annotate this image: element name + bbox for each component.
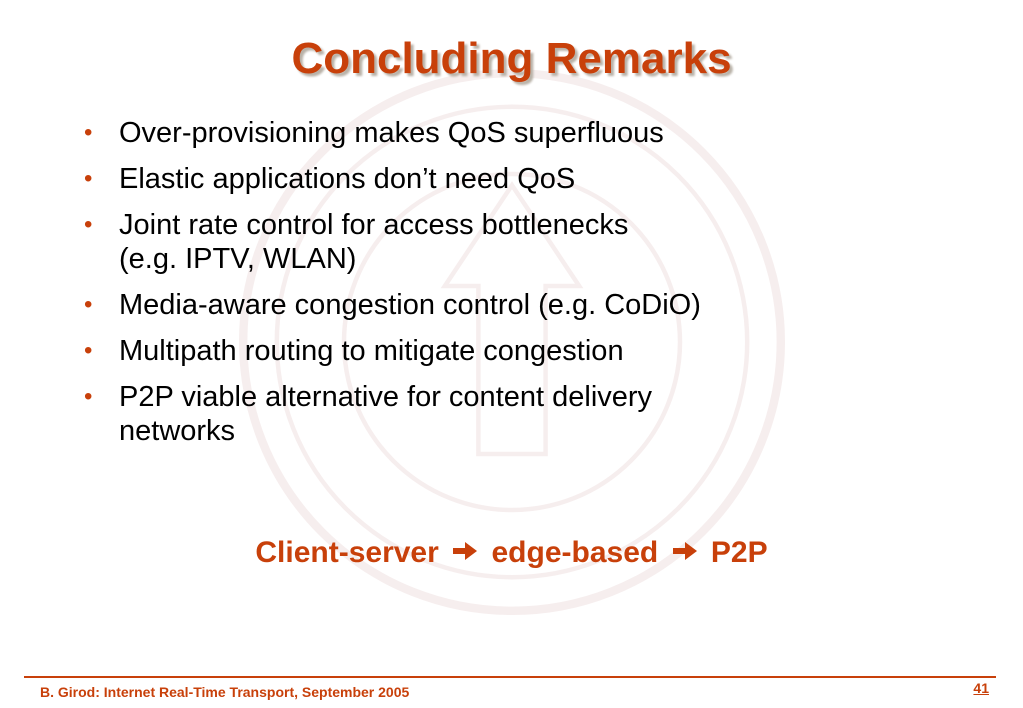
- bullet-text: Media-aware congestion control (e.g. CoDiO): [119, 289, 701, 321]
- right-arrow-icon: [671, 540, 699, 562]
- conclusion-part-client-server: Client-server: [255, 536, 439, 569]
- bullet-dot-icon: •: [84, 119, 93, 146]
- conclusion-line: [0, 536, 1023, 570]
- bullet-text: P2P viable alternative for content delivery: [119, 381, 653, 413]
- slide-title: Concluding Remarks: [291, 34, 732, 83]
- bullet-text: Elastic applications don’t need QoS: [119, 163, 576, 195]
- bullet-dot-icon: •: [84, 291, 93, 318]
- right-arrow-icon: [451, 540, 479, 562]
- bullet-dot-icon: •: [84, 211, 93, 238]
- bullet-item: [84, 162, 944, 196]
- bullet-list: [84, 116, 944, 460]
- footer-divider: [24, 676, 996, 678]
- bullet-item: [84, 380, 944, 448]
- bullet-item: [84, 288, 944, 322]
- bullet-dot-icon: •: [84, 383, 93, 410]
- bullet-subtext: networks: [119, 415, 236, 447]
- bullet-item: [84, 334, 944, 368]
- bullet-text: Multipath routing to mitigate congestion: [119, 335, 624, 367]
- bullet-text: Joint rate control for access bottlenecks: [119, 209, 629, 241]
- bullet-dot-icon: •: [84, 165, 93, 192]
- bullet-text: Over-provisioning makes QoS superfluous: [119, 117, 664, 149]
- page-number: 41: [973, 680, 989, 696]
- bullet-subtext: (e.g. IPTV, WLAN): [119, 243, 357, 275]
- footer-text: B. Girod: Internet Real-Time Transport, September 2005: [40, 684, 410, 700]
- conclusion-part-p2p: P2P: [710, 536, 768, 569]
- conclusion-part-edge-based: edge-based: [491, 536, 659, 569]
- bullet-dot-icon: •: [84, 337, 93, 364]
- bullet-item: [84, 208, 944, 276]
- bullet-item: [84, 116, 944, 150]
